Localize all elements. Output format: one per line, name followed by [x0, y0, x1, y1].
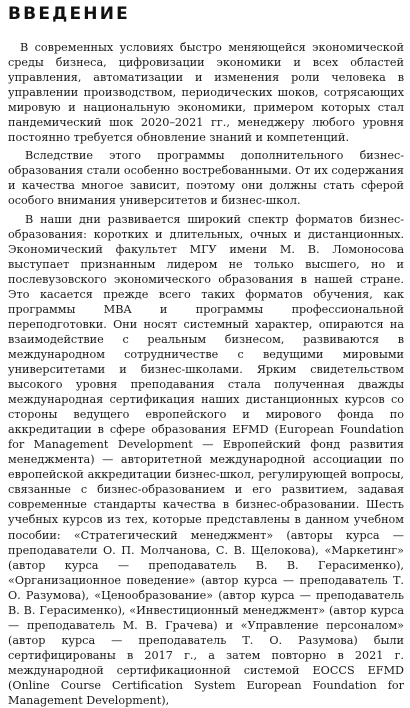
paragraph-1: В современных условиях быстро меняющейся экономической среды бизнеса, цифровизации экономики и всех областей управления, автоматизации и изменения роли человека в управлении производством, периодических шоков, сотрясающих мировую и национальную экономики, примером которых стал пандемический шок 2020–2021 гг., менеджеру любого уровня постоянно требуется обновление знаний и компетенций.: [8, 41, 404, 145]
chapter-heading: ВВЕДЕНИЕ: [8, 4, 130, 24]
paragraph-3: В наши дни развивается широкий спектр форматов бизнес-образования: коротких и длительных, очных и дистанционных. Экономический факультет МГУ имени М. В. Ломоносова выступает признанным лидером не только высшего, но и послевузовского экономического образования в нашей стране. Это касается прежде всего таких форматов обучения, как программы MBA и программы профессиональной переподготовки. Они носят системный характер, опираются на взаимодействие с реальным бизнесом, развиваются в международном сотрудничестве с ведущими мировыми университетами и бизнес-школами. Ярким свидетельством высокого уровня преподавания стала полученная дважды международная сертификация наших дистанционных курсов со стороны ведущего европейского и мирового фонда по аккредитации в сфере образования EFMD (European Foundation for Management Development — Европейский фонд развития менеджмента) — авторитетной международной ассоциации по европейской аккредитации бизнес-школ, регулирующей вопросы, связанные с бизнес-образованием и его развитием, задавая современные стандарты качества в бизнес-образовании. Шесть учебных курсов из тех, которые представлены в данном учебном пособии: «Стратегический менеджмент» (авторы курса — преподаватели О. П. Молчанова, С. В. Щелокова), «Маркетинг» (автор курса — преподаватель В. В. Герасименко), «Организационное поведение» (автор курса — преподаватель Т. О. Разумова), «Ценообразование» (автор курса — преподаватель В. В. Герасименко), «Инвестиционный менеджмент» (автор курса — преподаватель М. В. Грачева) и «Управление персоналом» (автор курса — преподаватель Т. О. Разумова) были сертифицированы в 2017 г., а затем повторно в 2021 г. международной сертификационной системой EOCCS EFMD (Online Course Certification System European Foundation for Management Development),: [8, 212, 404, 708]
document-body: [8, 40, 404, 708]
paragraph-2: Вследствие этого программы дополнительного бизнес-образования стали особенно востребованными. От их содержания и качества многое зависит, поэтому они должны стать сферой особого внимания университетов и бизнес-школ.: [8, 149, 404, 208]
